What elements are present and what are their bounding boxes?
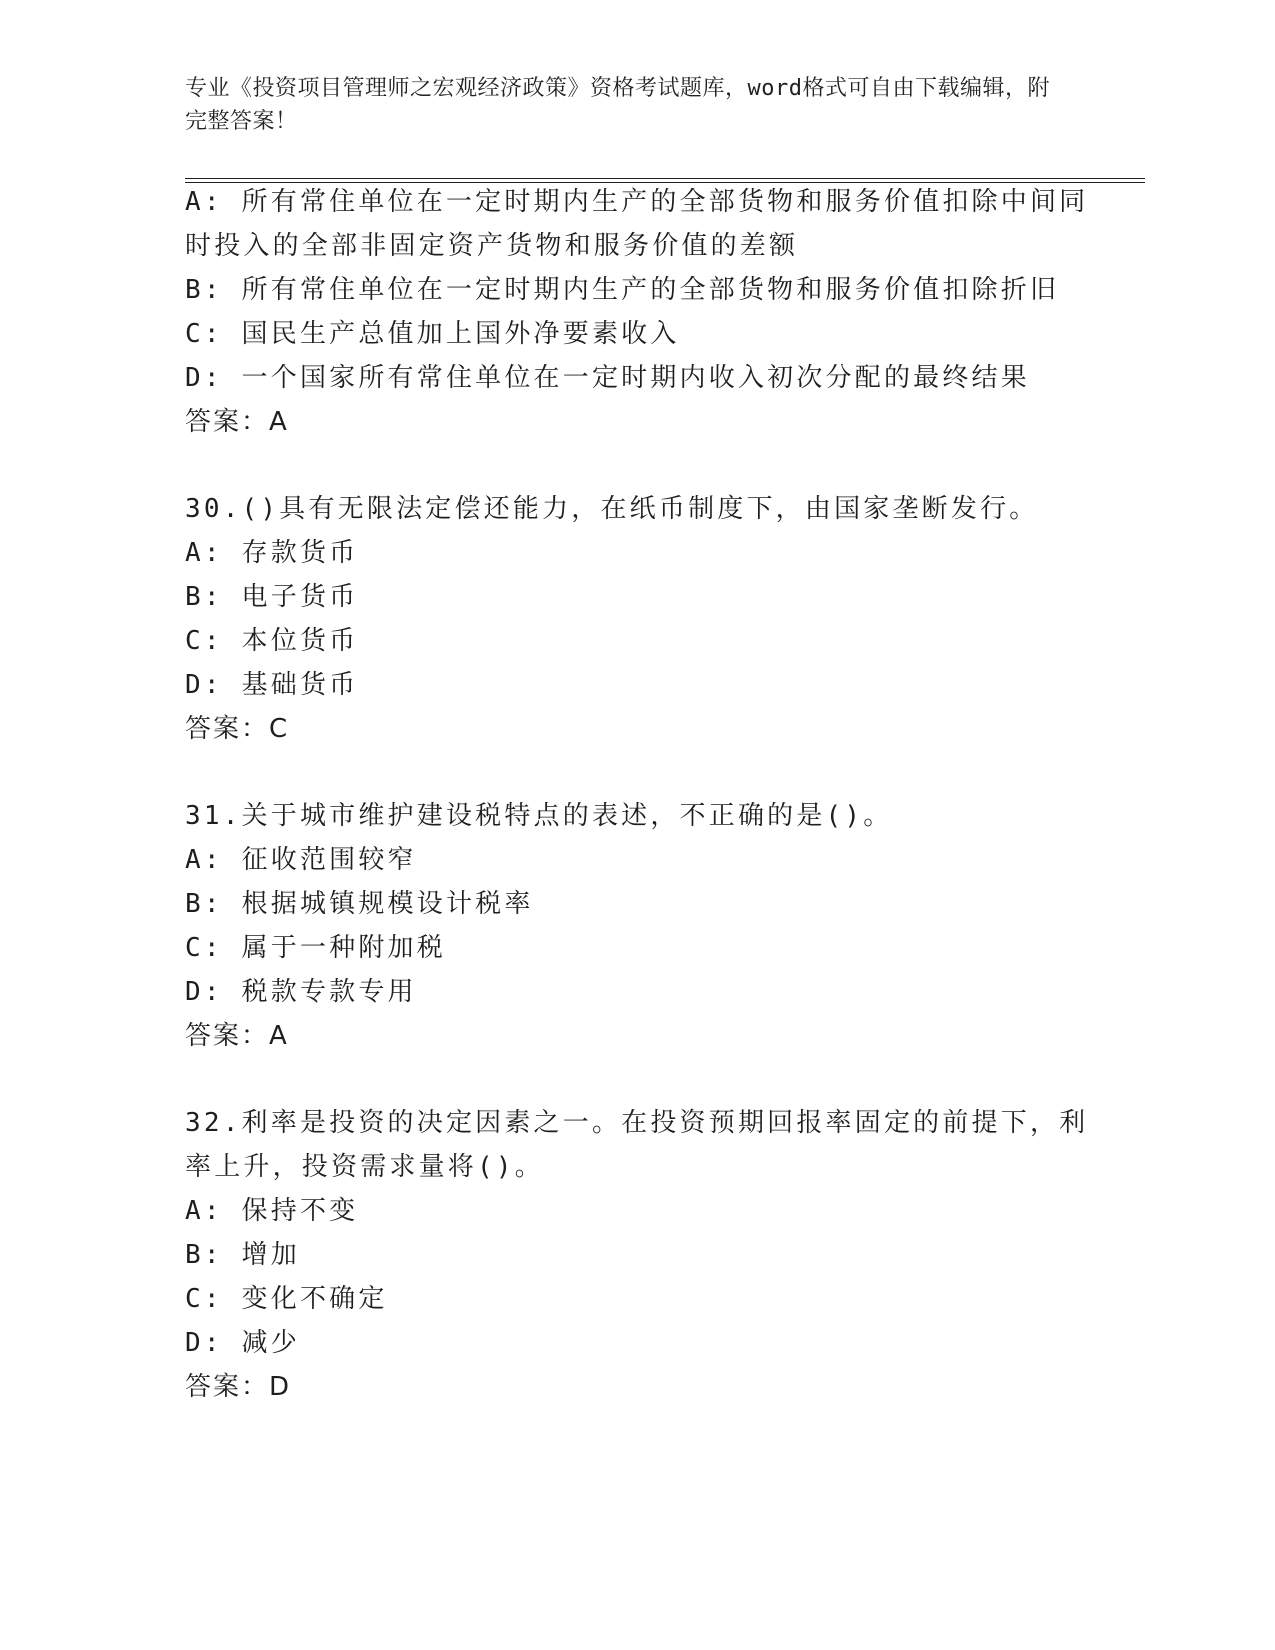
q30-option-b: B: 电子货币 [185, 582, 359, 612]
q32-option-c: C: 变化不确定 [185, 1284, 388, 1314]
q30-answer: 答案：C [185, 714, 290, 744]
q30-option-a: A: 存款货币 [185, 538, 359, 568]
q29-option-b: B: 所有常住单位在一定时期内生产的全部货物和服务价值扣除折旧 [185, 275, 1060, 305]
q31-option-a: A: 征收范围较窄 [185, 845, 417, 875]
header-rule-top [185, 178, 1145, 179]
q30-stem: 30.()具有无限法定偿还能力，在纸币制度下，由国家垄断发行。 [185, 494, 1039, 524]
q31-option-c: C: 属于一种附加税 [185, 933, 446, 963]
q32-stem-line1: 32.利率是投资的决定因素之一。在投资预期回报率固定的前提下，利 [185, 1108, 1089, 1138]
q32-answer: 答案：D [185, 1372, 292, 1402]
header-rule-bottom [185, 182, 1145, 183]
q31-option-b: B: 根据城镇规模设计税率 [185, 889, 534, 919]
q29-option-d: D: 一个国家所有常住单位在一定时期内收入初次分配的最终结果 [185, 363, 1030, 393]
q32-option-a: A: 保持不变 [185, 1196, 359, 1226]
q32-option-d: D: 减少 [185, 1328, 300, 1358]
q32-stem-line2: 率上升，投资需求量将()。 [185, 1152, 544, 1182]
q29-option-c: C: 国民生产总值加上国外净要素收入 [185, 319, 680, 349]
q31-option-d: D: 税款专款专用 [185, 977, 417, 1007]
q31-answer: 答案：A [185, 1021, 289, 1051]
q30-option-c: C: 本位货币 [185, 626, 359, 656]
q30-option-d: D: 基础货币 [185, 670, 359, 700]
document-header: 专业《投资项目管理师之宏观经济政策》资格考试题库，word格式可自由下载编辑，附完整答案！ [185, 76, 1050, 134]
q32-option-b: B: 增加 [185, 1240, 300, 1270]
q29-option-a-line1: A: 所有常住单位在一定时期内生产的全部货物和服务价值扣除中间同 [185, 187, 1089, 217]
q31-stem: 31.关于城市维护建设税特点的表述，不正确的是()。 [185, 801, 893, 831]
q29-option-a-line2: 时投入的全部非固定资产货物和服务价值的差额 [185, 231, 799, 261]
q29-answer: 答案：A [185, 407, 289, 437]
